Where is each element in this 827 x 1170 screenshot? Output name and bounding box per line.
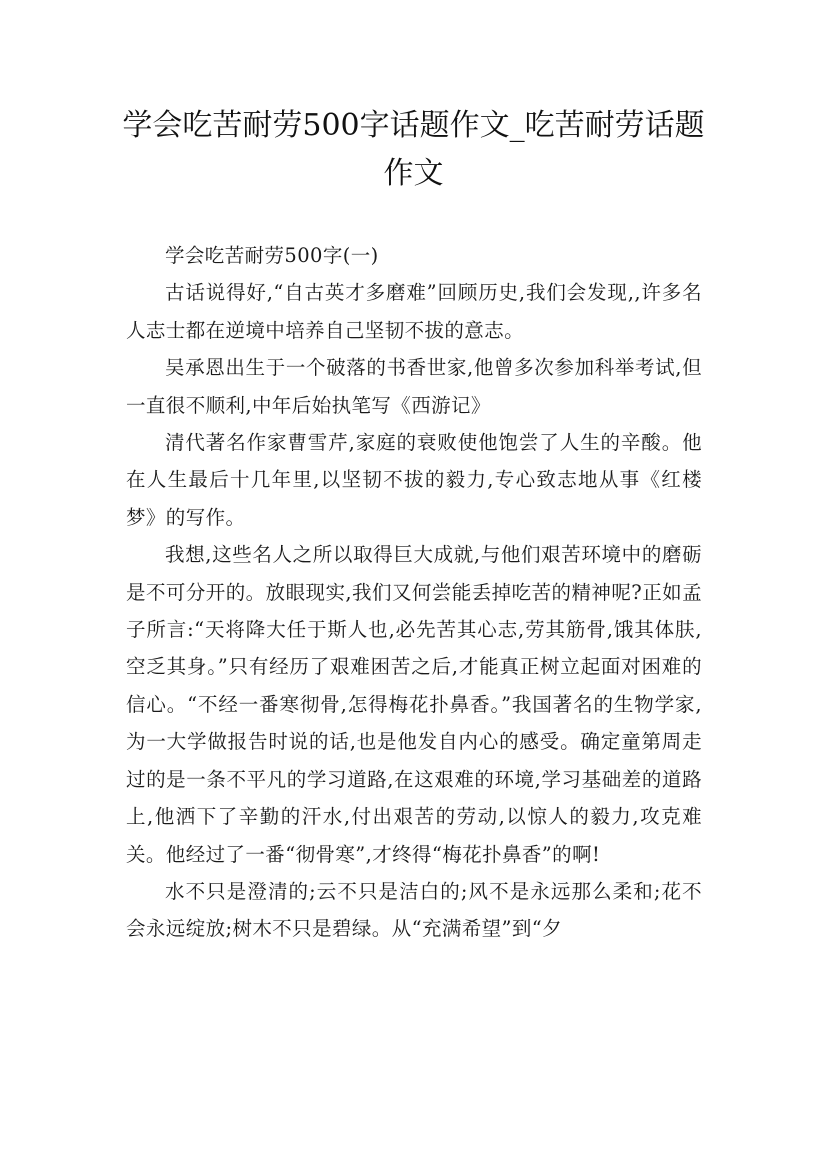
- paragraph: 我想,这些名人之所以取得巨大成就,与他们艰苦环境中的磨砺是不可分开的。放眼现实,我们又何尝能丢掉吃苦的精神呢?正如孟子所言:“天将降大任于斯人也,必先苦其心志,劳其筋骨,饿其体肤,空乏其身。”只有经历了艰难困苦之后,才能真正树立起面对困难的信心。“不经一番寒彻骨,怎得梅花扑鼻香。”我国著名的生物学家,为一大学做报告时说的话,也是他发自内心的感受。确定童第周走过的是一条不平凡的学习道路,在这艰难的环境,学习基础差的道路上,他洒下了辛勤的汗水,付出艰苦的劳动,以惊人的毅力,攻克难关。他经过了一番“彻骨寒”,才终得“梅花扑鼻香”的啊!: [126, 543, 702, 866]
- document-body: [126, 237, 702, 948]
- paragraph: 清代著名作家曹雪芹,家庭的衰败使他饱尝了人生的辛酸。他在人生最后十几年里,以坚韧不拔的毅力,专心致志地从事《红楼梦》的写作。: [126, 431, 702, 529]
- paragraph-subtitle: 学会吃苦耐劳500字(一): [165, 244, 379, 267]
- paragraph: 水不只是澄清的;云不只是洁白的;风不是永远那么柔和;花不会永远绽放;树木不只是碧绿。从“充满希望”到“夕: [126, 879, 702, 941]
- paragraph: 古话说得好,“自古英才多磨难”回顾历史,我们会发现,,许多名人志士都在逆境中培养自己坚韧不拔的意志。: [126, 281, 702, 342]
- document-title: 学会吃苦耐劳500字话题作文_吃苦耐劳话题作文: [122, 108, 705, 191]
- paragraph: 吴承恩出生于一个破落的书香世家,他曾多次参加科举考试,但一直很不顺利,中年后始执笔写《西游记》: [126, 356, 702, 417]
